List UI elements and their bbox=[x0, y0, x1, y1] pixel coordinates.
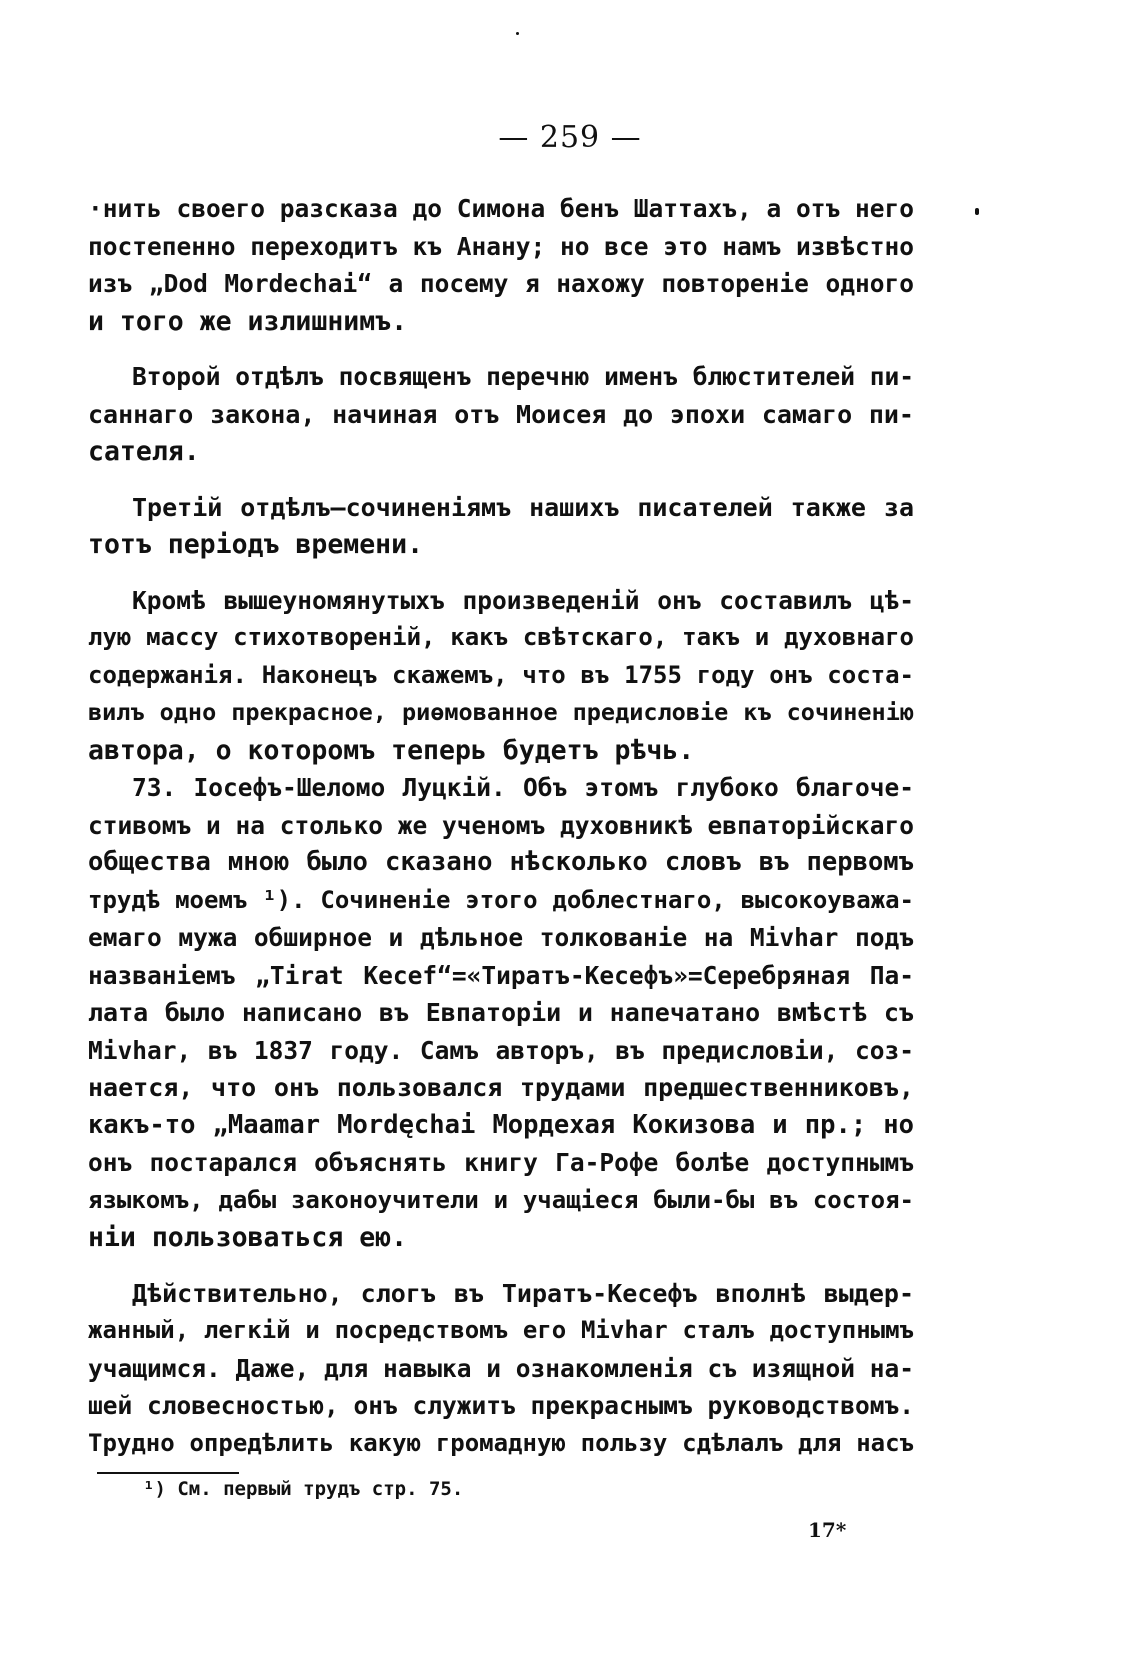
text-line: и того же излишнимъ. bbox=[88, 305, 408, 337]
text-line: емаго мужа обширное и дѣльное толкованіе на Mivhar подъ bbox=[88, 923, 914, 952]
text-line: онъ постарался объяснять книгу Га-Рофе болѣе доступнымъ bbox=[88, 1148, 914, 1177]
text-line: саннаго закона, начиная отъ Моисея до эпохи самаго пи- bbox=[88, 399, 914, 429]
paragraph-5 bbox=[88, 769, 914, 1257]
text-line: общества мною было сказано нѣсколько словъ въ первомъ bbox=[88, 847, 914, 877]
text-line: шей словесностью, онъ служитъ прекраснымъ руководствомъ. bbox=[88, 1391, 915, 1420]
text-line: стивомъ и на столько же ученомъ духовникѣ евпаторійскаго bbox=[88, 810, 915, 840]
text-line: лата было написано въ Евпаторіи и напечатано вмѣстѣ съ bbox=[88, 998, 914, 1027]
text-line: 73. Іосефъ-Шеломо Луцкій. Объ этомъ глубоко благоче- bbox=[132, 773, 914, 802]
paragraph-1 bbox=[88, 190, 914, 340]
text-line: изъ „Dod Mordechai“ а посему я нахожу повтореніе одного bbox=[88, 269, 914, 298]
text-line: жанный, легкій и посредствомъ его Mivhar сталъ доступнымъ bbox=[88, 1316, 914, 1344]
paragraph-2 bbox=[88, 358, 914, 471]
text-line: Кромѣ вышеуномянутыхъ произведеній онъ составилъ цѣ- bbox=[132, 585, 914, 615]
text-line: ніи пользоваться ею. bbox=[88, 1222, 408, 1253]
paragraph-6 bbox=[88, 1275, 914, 1463]
text-line: постепенно переходитъ къ Анану; но все это намъ извѣстно bbox=[88, 231, 915, 261]
text-line: лую массу стихотвореній, какъ свѣтскаго, такъ и духовнаго bbox=[88, 623, 914, 651]
text-line: трудѣ моемъ ¹). Сочиненіе этого доблестнаго, высокоуважа- bbox=[88, 885, 914, 914]
text-line: названіемъ „Tirat Kecef“=«Тиратъ-Кесефъ»=Серебряная Па- bbox=[88, 960, 914, 990]
ink-speck bbox=[975, 208, 979, 215]
paragraph-4 bbox=[88, 582, 914, 770]
text-line: учащимся. Даже, для навыка и ознакомленія съ изящной на- bbox=[88, 1353, 915, 1383]
text-line: тотъ періодъ времени. bbox=[88, 529, 424, 560]
text-line: языкомъ, дабы законоучители и учащіеся были-бы въ состоя- bbox=[88, 1185, 914, 1214]
page-number: — 259 — bbox=[498, 120, 642, 155]
footnote-rule bbox=[97, 1472, 239, 1474]
text-line: Дѣйствительно, слогъ въ Тиратъ-Кесефъ вполнѣ выдер- bbox=[132, 1278, 914, 1308]
text-line: содержанія. Наконецъ скажемъ, что въ 1755 году онъ соста- bbox=[88, 660, 914, 689]
text-line: нается, что онъ пользовался трудами предшественниковъ, bbox=[88, 1073, 914, 1102]
footnote: ¹) См. первый трудъ стр. 75. bbox=[143, 1478, 464, 1500]
text-line: Трудно опредѣлить какую громадную пользу сдѣлалъ для насъ bbox=[88, 1428, 914, 1457]
ink-speck bbox=[516, 32, 519, 35]
text-line: сателя. bbox=[88, 436, 200, 467]
body-text bbox=[88, 190, 914, 1462]
text-line: Второй отдѣлъ посвященъ перечню именъ блюстителей пи- bbox=[132, 362, 914, 391]
text-line: Третій отдѣлъ—сочиненіямъ нашихъ писателей также за bbox=[132, 492, 914, 522]
text-line: вилъ одно прекрасное, риѳмованное предисловіе къ сочиненію bbox=[88, 698, 914, 726]
text-line: ·нить своего разсказа до Симона бенъ Шаттахъ, а отъ него bbox=[88, 194, 915, 223]
text-line: какъ-то „Maamar Mordęchai Мордехая Кокизова и пр.; но bbox=[88, 1109, 914, 1140]
text-line: автора, о которомъ теперь будетъ рѣчь. bbox=[88, 734, 695, 766]
paragraph-3 bbox=[88, 489, 914, 564]
signature-mark: 17* bbox=[808, 1518, 847, 1542]
text-line: Mivhar, въ 1837 году. Самъ авторъ, въ предисловіи, соз- bbox=[88, 1035, 914, 1065]
